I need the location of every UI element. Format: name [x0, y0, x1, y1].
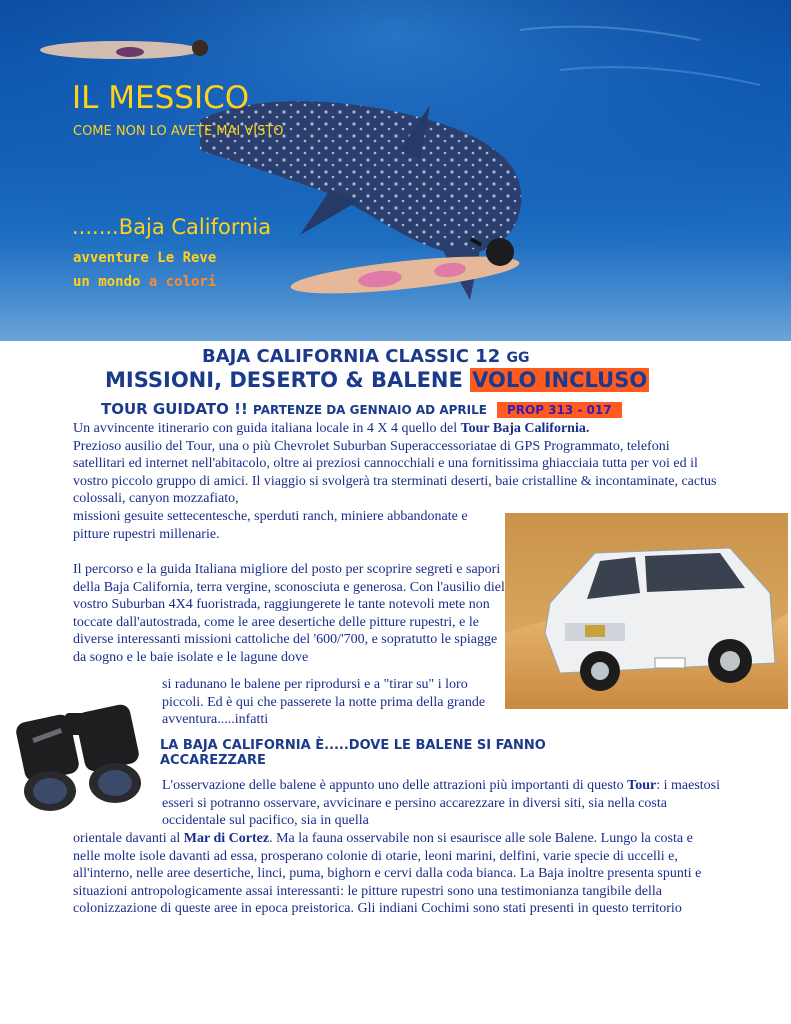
paragraph-whales [162, 777, 722, 830]
fauna-text-a: orientale davanti al [73, 831, 184, 846]
intro-text-c: Prezioso ausilio del Tour, una o più Chevrolet Suburban Superaccessoriatae di GPS Programmato, telefoni satellitari ed internet nell'abitacolo, oltre ai preziosi cannocchiali e una fornitissima ghiacciaia tutta per voi ed il vostro piccolo gruppo di amici. Il viaggio si svolgerà tra sterminati deserti, baie cristalline & incontaminate, cactus colossali, canyon mozzafiato, [73, 438, 717, 507]
binoculars-photo [10, 693, 158, 818]
paragraph-intro [73, 420, 723, 508]
suv-photo [505, 513, 788, 709]
intro-tour-name: Tour Baja California. [460, 421, 590, 436]
hero-banner [0, 0, 791, 341]
whales-text-a: L'osservazione delle balene è appunto uno delle attrazioni più importanti di questo [162, 778, 628, 793]
hero-tagline-2-a: un mondo [73, 274, 149, 290]
paragraph-route-cont: si radunano le balene per riprodursi e a "tirar su" i loro piccoli. Ed è qui che passerete la notte prima della grande avventura.....infatti [162, 677, 486, 728]
hero-tagline-1: avventure Le Reve [73, 250, 217, 266]
whales-tour-word: Tour [627, 778, 657, 793]
tour-subheading-main: MISSIONI, DESERTO & BALENE [105, 368, 471, 392]
hero-tagline-2-accent: a colori [148, 274, 217, 290]
guided-tour-label: TOUR GUIDATO !! [101, 400, 254, 418]
tour-heading-days: GG [506, 350, 530, 366]
paragraph-intro-cont: missioni gesuite settecentesche, sperduti ranch, miniere abbandonate e pitture rupestri millenarie. [73, 509, 468, 542]
tour-subheading [105, 368, 649, 392]
hero-tagline-2 [73, 274, 216, 290]
hero-subtitle: COME NON LO AVETE MAI VISTO [73, 124, 284, 139]
hero-title: IL MESSICO [72, 80, 250, 116]
flight-included-badge: VOLO INCLUSO [472, 368, 648, 392]
tour-departures [101, 400, 622, 418]
tour-heading-main: BAJA CALIFORNIA CLASSIC 12 [202, 346, 507, 367]
hero-baja-california: .......Baja California [72, 215, 272, 239]
whales-text-b: : i maestosi esseri si potranno osservare, avvicinare e persino accarezzare in diversi siti, sia nella costa occidentale sul pacifico, sia in quella [162, 778, 721, 829]
mar-di-cortez: Mar di Cortez [183, 831, 270, 846]
whales-section-title: LA BAJA CALIFORNIA È.....DOVE LE BALENE SI FANNO ACCAREZZARE [160, 738, 546, 768]
paragraph-route: Il percorso e la guida Italiana migliore del posto per scoprire segreti e sapori della Baja California, terra vergine, sconosciuta e generosa. Con l'ausilio diel vostro Suburban 4X4 fuoristrada, raggiungerete le tante notevoli mete non toccate dall'autostrada, come le aree desertiche delle pitture rupestri, e le diverse interessanti missioni cattoliche del '600/'700, e sopratutto le spiagge da sogno e le baie isolate e le lagune dove [73, 562, 505, 665]
departures-label: PARTENZE DA GENNAIO AD APRILE [253, 403, 487, 417]
proposal-code-badge: PROP 313 - 017 [497, 402, 622, 418]
tour-heading [202, 346, 529, 367]
paragraph-fauna [73, 830, 723, 918]
intro-text-a: Un avvincente itinerario con guida italiana locale in 4 X 4 quello del [73, 421, 461, 436]
fauna-text-b: . Ma la fauna osservabile non si esaurisce alle sole Balene. Lungo la costa e nelle molte isole davanti ad essa, prosperano colonie di otarie, leoni marini, delfini, varie specie di uccelli e, all'interno, nelle aree desertiche, linci, puma, bighorn e cervi dalla coda bianca. La Baja inoltre presenta spunti e situazioni antropologicamente assai interessanti: le pitture rupestri sono una testimonianza tangibile della colonizzazione di queste aree in epoca preistorica. Gli indiani Cochimi sono stati presenti in questo territorio [73, 831, 702, 917]
